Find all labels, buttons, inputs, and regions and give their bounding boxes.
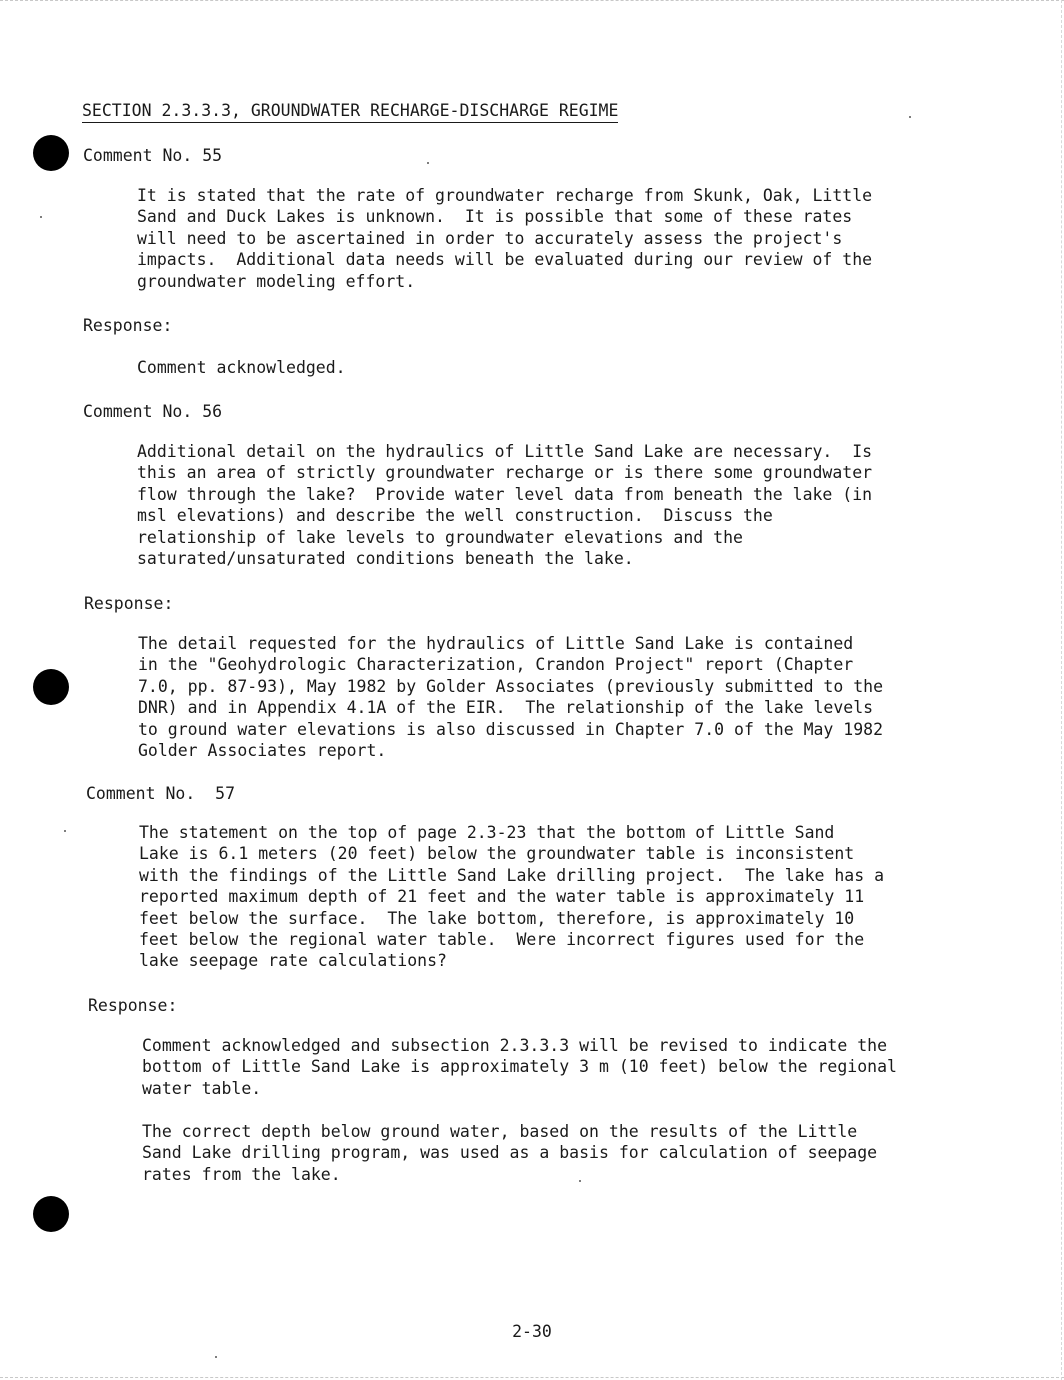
text-line: Comment acknowledged.	[137, 358, 346, 377]
comment-label: Comment No. 57	[86, 784, 236, 803]
text-line: The detail requested for the hydraulics of Little Sand Lake is contained	[138, 634, 854, 653]
text-line: lake seepage rate calculations?	[139, 951, 447, 971]
text-line: flow through the lake? Provide water level data from beneath the lake (in	[137, 484, 873, 504]
scan-speck	[64, 830, 66, 832]
scan-speck	[427, 162, 429, 164]
comment-text	[137, 441, 872, 569]
scan-speck	[909, 116, 911, 118]
text-line: relationship of lake levels to groundwater elevations and the	[137, 527, 743, 547]
text-line: 7.0, pp. 87-93), May 1982 by Golder Associates (previously submitted to the	[138, 676, 884, 696]
scan-speck	[215, 1356, 217, 1358]
punch-hole-top	[33, 135, 69, 171]
comment-text	[137, 185, 872, 292]
text-line: feet below the regional water table. Were incorrect figures used for the	[139, 930, 865, 950]
response-label: Response:	[84, 594, 174, 613]
scan-edge-bottom	[0, 1377, 1064, 1378]
text-line: Comment acknowledged and subsection 2.3.3.3 will be revised to indicate the	[142, 1036, 888, 1055]
response-text	[137, 357, 346, 378]
text-line: feet below the surface. The lake bottom, therefore, is approximately 10	[139, 908, 855, 928]
response-label: Response:	[83, 316, 173, 335]
text-line: groundwater modeling effort.	[137, 271, 416, 291]
punch-hole-bottom	[33, 1196, 69, 1232]
text-line: this an area of strictly groundwater recharge or is there some groundwater	[137, 463, 873, 483]
text-line: reported maximum depth of 21 feet and the water table is approximately 11	[139, 887, 865, 907]
text-line: Additional detail on the hydraulics of Little Sand Lake are necessary. Is	[137, 442, 873, 461]
text-line: in the "Geohydrologic Characterization, Crandon Project" report (Chapter	[138, 655, 854, 675]
text-line: impacts. Additional data needs will be evaluated during our review of the	[137, 250, 873, 270]
text-line: will need to be ascertained in order to accurately assess the project's	[137, 228, 843, 248]
scan-speck	[40, 216, 42, 218]
response-text	[142, 1121, 877, 1185]
text-line: bottom of Little Sand Lake is approximately 3 m (10 feet) below the regional	[142, 1057, 897, 1077]
page-number: 2-30	[512, 1322, 552, 1341]
response-text	[138, 633, 883, 761]
text-line: to ground water elevations is also discussed in Chapter 7.0 of the May 1982	[138, 719, 884, 739]
text-line: DNR) and in Appendix 4.1A of the EIR. The relationship of the lake levels	[138, 698, 874, 718]
response-text	[142, 1035, 897, 1099]
text-line: water table.	[142, 1078, 262, 1098]
text-line: The statement on the top of page 2.3-23 that the bottom of Little Sand	[139, 823, 835, 842]
response-label: Response:	[88, 996, 178, 1015]
text-line: rates from the lake.	[142, 1164, 341, 1184]
text-line: saturated/unsaturated conditions beneath the lake.	[137, 549, 634, 569]
text-line: Golder Associates report.	[138, 741, 387, 761]
comment-label: Comment No. 56	[83, 402, 223, 421]
comment-text	[139, 822, 884, 972]
text-line: Sand Lake drilling program, was used as a basis for calculation of seepage	[142, 1143, 878, 1163]
comment-label: Comment No. 55	[83, 146, 223, 165]
text-line: with the findings of the Little Sand Lake drilling project. The lake has a	[139, 865, 885, 885]
scan-edge-top	[0, 0, 1064, 1]
scan-edge-right	[1061, 0, 1062, 1380]
text-line: Sand and Duck Lakes is unknown. It is possible that some of these rates	[137, 207, 853, 227]
text-line: Lake is 6.1 meters (20 feet) below the groundwater table is inconsistent	[139, 844, 855, 864]
text-line: msl elevations) and describe the well construction. Discuss the	[137, 506, 773, 526]
punch-hole-middle	[33, 669, 69, 705]
text-line: It is stated that the rate of groundwater recharge from Skunk, Oak, Little	[137, 186, 873, 205]
text-line: The correct depth below ground water, based on the results of the Little	[142, 1122, 858, 1141]
section-heading: SECTION 2.3.3.3, GROUNDWATER RECHARGE-DISCHARGE REGIME	[82, 100, 618, 123]
